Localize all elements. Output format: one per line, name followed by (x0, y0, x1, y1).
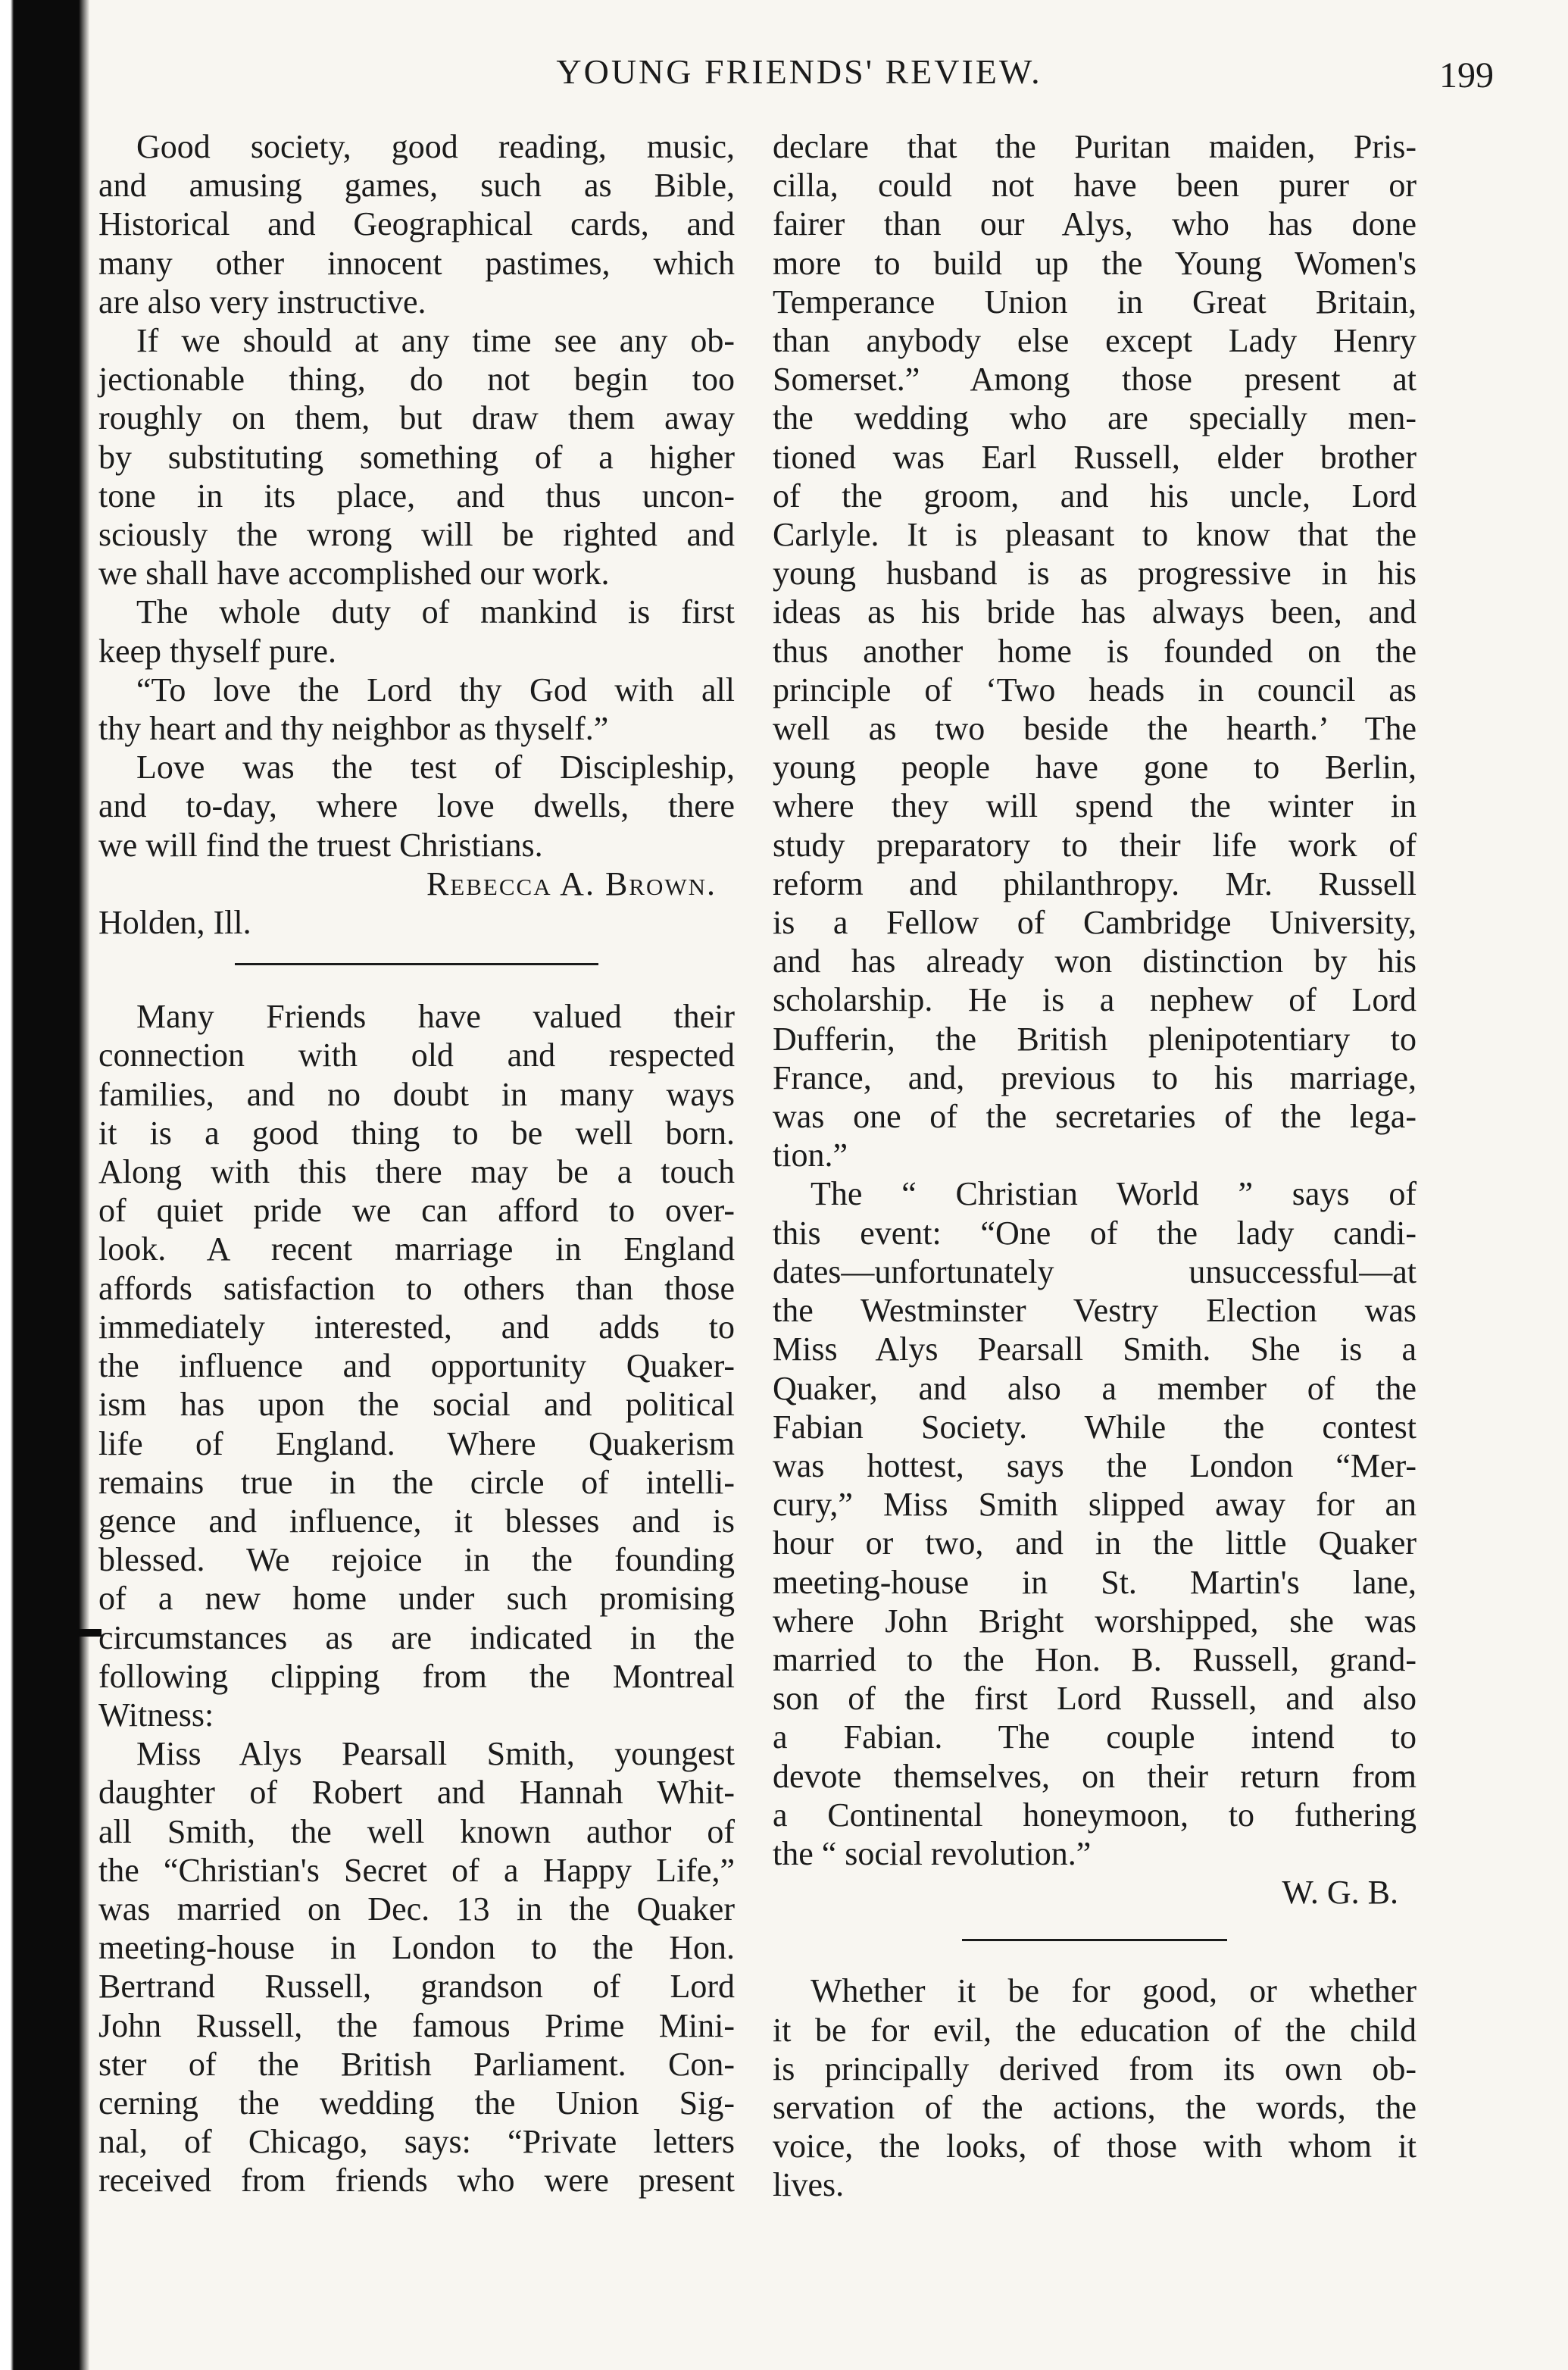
text-line: Whether it be for good, or whether (811, 1972, 1417, 2010)
text-line: the Westminster Vestry Election was (773, 1292, 1417, 1330)
text-line: thy heart and thy neighbor as thyself.” (98, 710, 609, 748)
text-line: hour or two, and in the little Quaker (773, 1524, 1417, 1562)
section-divider (962, 1939, 1227, 1941)
text-line: nal, of Chicago, says: “Private letters (98, 2123, 735, 2161)
text-line: by substituting something of a higher (98, 438, 735, 476)
text-line: meeting-house in St. Martin's lane, (773, 1563, 1417, 1601)
text-line: Many Friends have valued their (136, 998, 735, 1036)
text-line: dates—unfortunately unsuccessful—at (773, 1252, 1417, 1290)
paragraph (773, 1174, 1417, 1873)
text-line: we shall have accomplished our work. (98, 555, 610, 592)
text-line: connection with old and respected (98, 1036, 735, 1074)
text-line: tioned was Earl Russell, elder brother (773, 438, 1417, 476)
text-line: cerning the wedding the Union Sig- (98, 2084, 735, 2121)
text-line: gence and influence, it blesses and is (98, 1502, 735, 1540)
paragraph (98, 1734, 735, 2200)
left-column (98, 127, 735, 2200)
text-line: study preparatory to their life work of (773, 826, 1417, 864)
text-line: Love was the test of Discipleship, (136, 749, 735, 786)
author-location: Holden, Ill. (98, 904, 251, 942)
text-line: all Smith, the well known author of (98, 1812, 735, 1850)
text-line: where they will spend the winter in (773, 787, 1417, 825)
paragraph (773, 1971, 1417, 2204)
text-line: Quaker, and also a member of the (773, 1369, 1417, 1407)
text-line: blessed. We rejoice in the founding (98, 1541, 735, 1579)
text-line: The whole duty of mankind is first (136, 593, 735, 631)
book-binding-edge (0, 0, 89, 2370)
text-line: Somerset.” Among those present at (773, 361, 1417, 399)
text-line: a Continental honeymoon, to futhering (773, 1796, 1417, 1834)
text-line: the “ social revolution.” (773, 1834, 1092, 1872)
text-line: it be for evil, the education of the child (773, 2011, 1417, 2049)
text-line: received from friends who were present (98, 2162, 735, 2200)
text-line: and amusing games, such as Bible, (98, 167, 735, 205)
text-line: circumstances as are indicated in the (98, 1618, 735, 1656)
text-line: remains true in the circle of intelli- (98, 1463, 735, 1501)
paragraph (98, 748, 735, 865)
text-line: the influence and opportunity Quaker- (98, 1347, 735, 1385)
text-line: than anybody else except Lady Henry (773, 322, 1417, 360)
text-line: reform and philanthropy. Mr. Russell (773, 865, 1417, 902)
text-line: of the groom, and his uncle, Lord (773, 477, 1417, 514)
text-line: Historical and Geographical cards, and (98, 205, 735, 243)
text-line: following clipping from the Montreal (98, 1657, 735, 1695)
text-line: ism has upon the social and political (98, 1386, 735, 1424)
text-line: affords satisfaction to others than those (98, 1269, 735, 1307)
text-line: Good society, good reading, music, (136, 128, 735, 165)
text-line: well as two beside the hearth.’ The (773, 710, 1417, 748)
text-line: more to build up the Young Women's (773, 244, 1417, 282)
text-line: of quiet pride we can afford to over- (98, 1192, 735, 1230)
text-line: cilla, could not have been purer or (773, 167, 1417, 205)
text-line: devote themselves, on their return from (773, 1757, 1417, 1795)
text-line: Miss Alys Pearsall Smith, youngest (136, 1735, 735, 1773)
text-line: is principally derived from its own ob- (773, 2050, 1417, 2087)
text-line: of a new home under such promising (98, 1580, 735, 1618)
paragraph (773, 127, 1417, 1174)
text-line: keep thyself pure. (98, 632, 336, 670)
page-header (98, 52, 1500, 112)
text-line: the wedding who are specially men- (773, 399, 1417, 437)
text-line: tone in its place, and thus uncon- (98, 477, 735, 514)
text-line: Dufferin, the British plenipotentiary to (773, 1020, 1417, 1058)
text-line: Fabian Society. While the contest (773, 1408, 1417, 1446)
text-line: cury,” Miss Smith slipped away for an (773, 1486, 1417, 1524)
paragraph (98, 321, 735, 592)
text-line: jectionable thing, do not begin too (98, 361, 735, 399)
text-line: we will find the truest Christians. (98, 826, 543, 864)
text-line: meeting-house in London to the Hon. (98, 1929, 735, 1967)
text-line: lives. (773, 2166, 845, 2204)
text-line: ideas as his bride has always been, and (773, 593, 1417, 631)
text-line: Witness: (98, 1696, 214, 1734)
author-signature: Rebecca A. Brown. (426, 865, 717, 902)
text-line: a Fabian. The couple intend to (773, 1718, 1417, 1756)
text-line: many other innocent pastimes, which (98, 244, 735, 282)
paragraph (98, 127, 735, 321)
text-line: principle of ‘Two heads in council as (773, 671, 1417, 708)
text-line: If we should at any time see any ob- (136, 322, 735, 360)
text-line: daughter of Robert and Hannah Whit- (98, 1774, 735, 1812)
text-line: John Russell, the famous Prime Mini- (98, 2006, 735, 2044)
text-line: young people have gone to Berlin, (773, 749, 1417, 786)
text-line: thus another home is founded on the (773, 632, 1417, 670)
text-line: Bertrand Russell, grandson of Lord (98, 1968, 735, 2006)
text-line: married to the Hon. B. Russell, grand- (773, 1640, 1417, 1678)
text-line: fairer than our Alys, who has done (773, 205, 1417, 243)
text-line: young husband is as progressive in his (773, 555, 1417, 592)
text-line: was hottest, says the London “Mer- (773, 1446, 1417, 1484)
text-line: “To love the Lord thy God with all (136, 671, 735, 708)
text-line: servation of the actions, the words, the (773, 2088, 1417, 2126)
text-line: it is a good thing to be well born. (98, 1114, 735, 1152)
author-signature: W. G. B. (1282, 1874, 1398, 1912)
paragraph (98, 997, 735, 1734)
text-line: look. A recent marriage in England (98, 1230, 735, 1268)
text-line: roughly on them, but draw them away (98, 399, 735, 437)
paragraph (98, 592, 735, 670)
text-line: immediately interested, and adds to (98, 1308, 735, 1346)
text-line: tion.” (773, 1137, 848, 1174)
text-line: Temperance Union in Great Britain, (773, 283, 1417, 320)
text-line: are also very instructive. (98, 283, 426, 320)
text-line: Along with this there may be a touch (98, 1153, 735, 1191)
text-line: and to-day, where love dwells, there (98, 787, 735, 825)
page-number: 199 (1439, 55, 1494, 95)
text-line: was married on Dec. 13 in the Quaker (98, 1890, 735, 1928)
text-line: scholarship. He is a nephew of Lord (773, 981, 1417, 1019)
text-line: The “ Christian World ” says of (811, 1175, 1417, 1213)
text-line: was one of the secretaries of the lega- (773, 1098, 1417, 1136)
text-line: where John Bright worshipped, she was (773, 1602, 1417, 1640)
paragraph (98, 671, 735, 748)
text-line: families, and no doubt in many ways (98, 1075, 735, 1113)
text-line: this event: “One of the lady candi- (773, 1214, 1417, 1252)
text-line: the “Christian's Secret of a Happy Life,” (98, 1851, 735, 1889)
text-line: Carlyle. It is pleasant to know that the (773, 516, 1417, 554)
text-line: and has already won distinction by his (773, 943, 1417, 980)
right-column (773, 127, 1417, 2205)
text-line: ster of the British Parliament. Con- (98, 2045, 735, 2083)
running-title: YOUNG FRIENDS' REVIEW. (556, 52, 1042, 91)
section-divider (235, 963, 598, 965)
text-line: declare that the Puritan maiden, Pris- (773, 128, 1417, 165)
text-line: son of the first Lord Russell, and also (773, 1680, 1417, 1718)
text-line: is a Fellow of Cambridge University, (773, 904, 1417, 942)
text-line: sciously the wrong will be righted and (98, 516, 735, 554)
text-line: life of England. Where Quakerism (98, 1424, 735, 1462)
text-line: Miss Alys Pearsall Smith. She is a (773, 1330, 1417, 1368)
text-line: voice, the looks, of those with whom it (773, 2128, 1417, 2165)
text-line: France, and, previous to his marriage, (773, 1058, 1417, 1096)
